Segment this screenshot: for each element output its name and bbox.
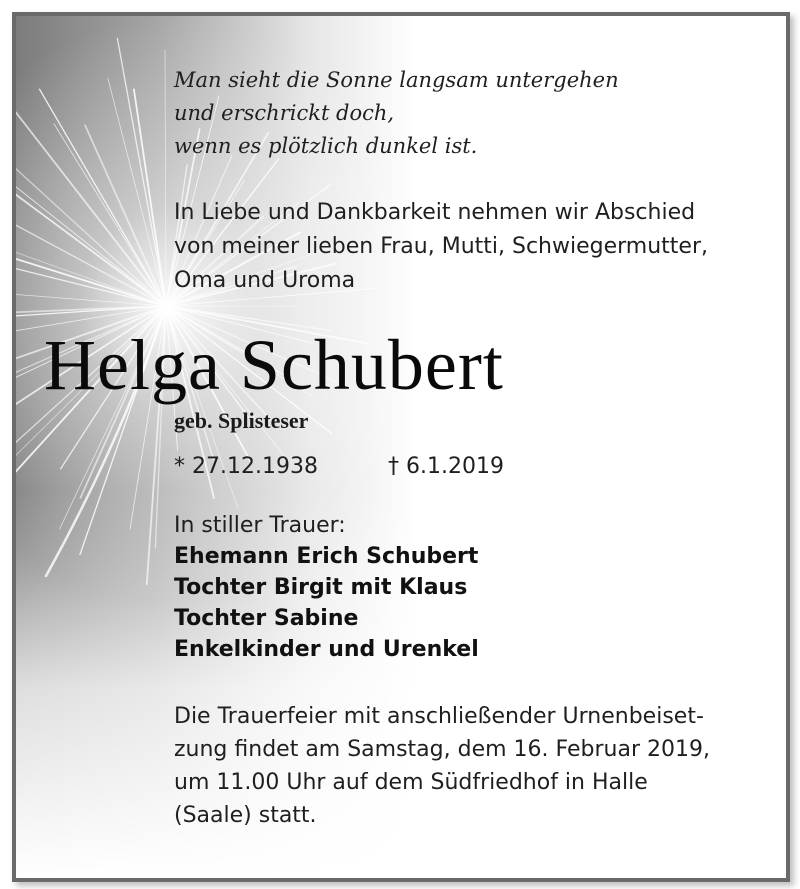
quote-line: Man sieht die Sonne langsam untergehen — [174, 68, 619, 92]
mourners-label: In stiller Trauer: — [174, 513, 346, 538]
funeral-line: zung findet am Samstag, dem 16. Februar 2019, — [174, 737, 710, 762]
funeral-details — [174, 700, 774, 832]
life-dates — [174, 454, 504, 479]
quote-line: und erschrickt doch, — [174, 101, 395, 125]
mourner-name: Tochter Sabine — [174, 606, 359, 631]
intro-line: Oma und Uroma — [174, 268, 356, 293]
mourners-list — [174, 510, 774, 665]
poem-quote — [174, 64, 754, 163]
birth-date: * 27.12.1938 — [174, 454, 318, 479]
funeral-line: Die Trauerfeier mit anschließender Urnenbeiset- — [174, 704, 704, 729]
intro-line: von meiner lieben Frau, Mutti, Schwiegermutter, — [174, 234, 708, 259]
notice-content — [16, 16, 786, 878]
funeral-line: um 11.00 Uhr auf dem Südfriedhof in Halle — [174, 770, 648, 795]
obituary-notice — [12, 12, 790, 882]
farewell-intro — [174, 196, 774, 298]
deceased-name: Helga Schubert — [44, 325, 504, 405]
funeral-line: (Saale) statt. — [174, 803, 317, 828]
mourner-name: Tochter Birgit mit Klaus — [174, 575, 468, 600]
death-date: † 6.1.2019 — [388, 454, 504, 479]
maiden-name: geb. Splisteser — [174, 408, 309, 433]
quote-line: wenn es plötzlich dunkel ist. — [174, 134, 478, 158]
mourner-name: Ehemann Erich Schubert — [174, 544, 479, 569]
mourner-name: Enkelkinder und Urenkel — [174, 637, 479, 662]
intro-line: In Liebe und Dankbarkeit nehmen wir Abschied — [174, 200, 696, 225]
